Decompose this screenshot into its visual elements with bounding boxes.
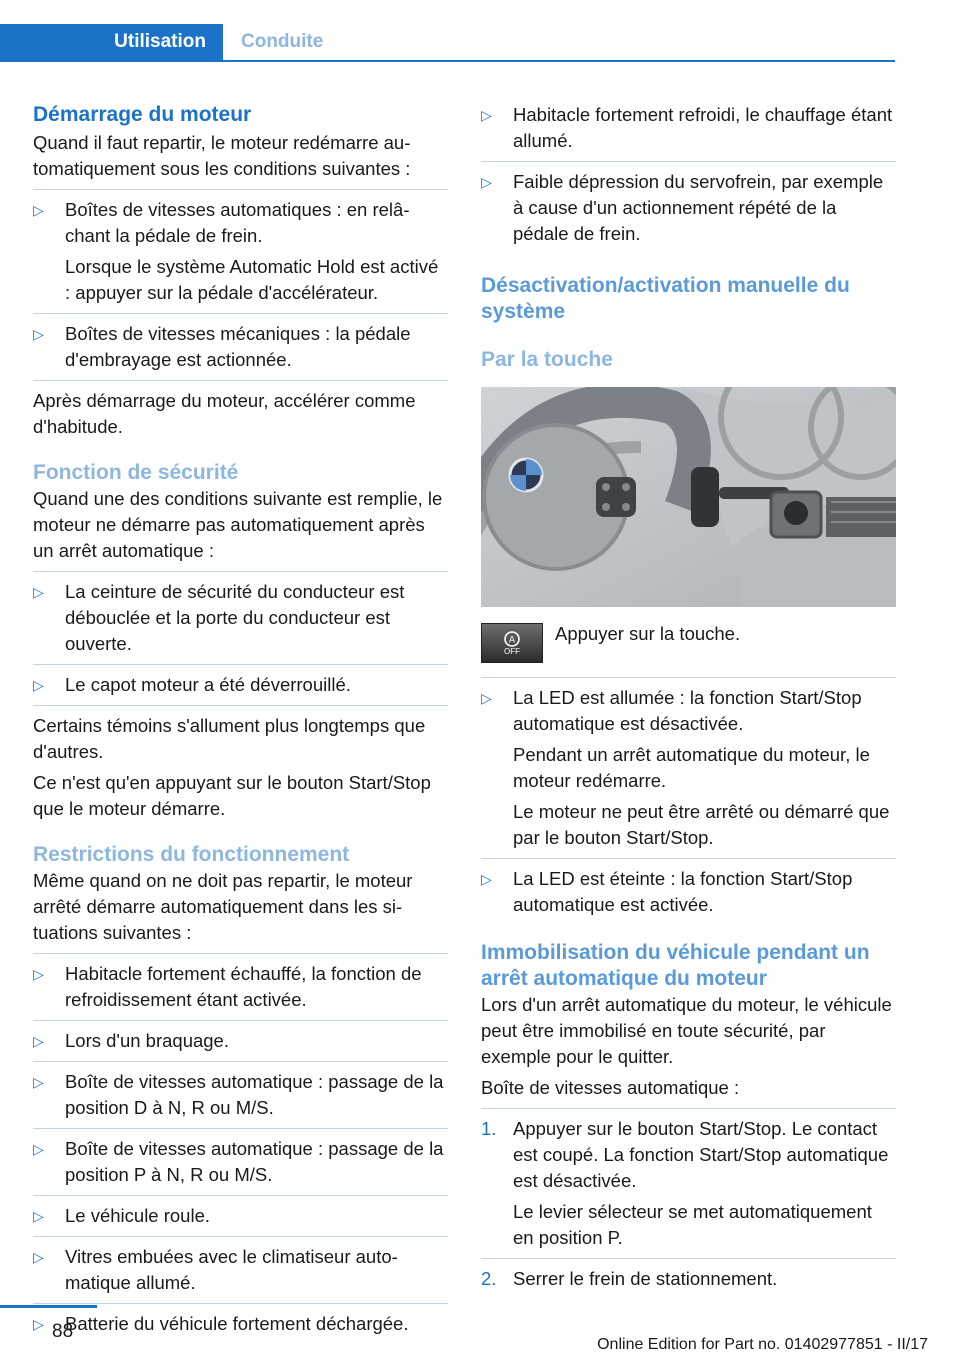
heading-securite: Fonction de sécurité	[33, 461, 239, 484]
paragraph: Après démarrage du moteur, accélérer comme d'habitude.	[33, 390, 416, 437]
paragraph: Certains témoins s'allument plus longtemps que d'autres.	[33, 715, 426, 762]
paragraph: Lors d'un arrêt automatique du moteur, le véhicule peut être immobilisé en toute sécurité, par exemple pour le quitter.	[481, 994, 892, 1067]
list-item: 2. Serrer le frein de stationnement.	[481, 1268, 778, 1289]
svg-text:A: A	[508, 635, 516, 646]
heading-restrictions: Restrictions du fonctionnement	[33, 843, 350, 866]
list-item: ▷ Habitacle fortement échauffé, la fonction de refroidissement étant activée.	[33, 963, 422, 1010]
list-item: ▷ La LED est allumée : la fonction Start/Stop automatique est désactivée. Pendant un arrêt automatique du moteur, le moteur redémarre. Le moteur ne peut être arrêté ou démarré que par le bouton Start/Stop.	[481, 687, 890, 848]
dashboard-photo	[481, 387, 896, 607]
footer-line	[0, 1305, 97, 1308]
tab-conduite[interactable]: Conduite	[241, 31, 324, 52]
list-item: ▷ La LED est éteinte : la fonction Start/Stop automatique est activée.	[481, 868, 853, 915]
paragraph: Quand il faut repartir, le moteur redémarre automatiquement sous les conditions suivantes :	[33, 132, 411, 179]
list-item: ▷ Vitres embuées avec le climatiseur automatique allumé.	[33, 1246, 398, 1293]
list-item: ▷ Boîtes de vitesses mécaniques : la pédale d'embrayage est actionnée.	[33, 323, 411, 370]
paragraph: Ce n'est qu'en appuyant sur le bouton Start/Stop que le moteur démarre.	[33, 772, 431, 819]
paragraph: Quand une des conditions suivante est remplie, le moteur ne démarre pas automatiquement après un arrêt automatique :	[33, 488, 443, 561]
start-stop-off-icon: A OFF	[481, 623, 543, 663]
edition-text: Online Edition for Part no. 01402977851 - II/17	[597, 1336, 928, 1353]
page-number: 88	[52, 1321, 74, 1342]
list-item: ▷ Boîtes de vitesses automatiques : en relâchant la pédale de frein. Lorsque le système Automatic Hold est activé : appuyer sur la pédale d'accélérateur.	[33, 199, 439, 303]
list-item: ▷ Lors d'un braquage.	[33, 1030, 229, 1051]
list-item: ▷ Habitacle fortement refroidi, le chauffage étant allumé.	[481, 104, 893, 151]
list-item: ▷ La ceinture de sécurité du conducteur est débouclée et la porte du conducteur est ouverte.	[33, 581, 405, 654]
tab-utilisation[interactable]: Utilisation	[0, 24, 223, 60]
list-item: ▷ Faible dépression du servofrein, par exemple à cause d'un actionnement répété de la pédale de frein.	[481, 171, 884, 244]
paragraph: Appuyer sur la touche.	[555, 623, 741, 644]
list-item: ▷ Boîte de vitesses automatique : passage de la position P à N, R ou M/S.	[33, 1138, 444, 1185]
list-item: 1. Appuyer sur le bouton Start/Stop. Le contact est coupé. La fonction Start/Stop automatique est désactivée. Le levier sélecteur se met automatiquement en position P.	[481, 1118, 889, 1248]
paragraph: Même quand on ne doit pas repartir, le moteur arrêté démarre automatiquement dans les situations suivantes :	[33, 870, 413, 943]
left-column	[33, 102, 448, 1337]
heading-par-la-touche: Par la touche	[481, 348, 613, 371]
list-item: ▷ Boîte de vitesses automatique : passage de la position D à N, R ou M/S.	[33, 1071, 444, 1118]
paragraph: Boîte de vitesses automatique :	[481, 1077, 740, 1098]
list-item: ▷ Batterie du véhicule fortement déchargée.	[33, 1313, 409, 1334]
list-item: ▷ Le véhicule roule.	[33, 1205, 211, 1226]
right-column	[481, 102, 896, 1292]
heading-immobilisation: Immobilisation du véhicule pendant un arrêt automatique du moteur	[481, 941, 870, 990]
list-item: ▷ Le capot moteur a été déverrouillé.	[33, 674, 351, 695]
button-instruction	[481, 623, 896, 663]
header-tabs	[0, 24, 895, 62]
header-divider	[0, 60, 895, 62]
heading-desactivation: Désactivation/activation manuelle du système	[481, 274, 850, 323]
heading-demarrage: Démarrage du moteur	[33, 103, 252, 126]
